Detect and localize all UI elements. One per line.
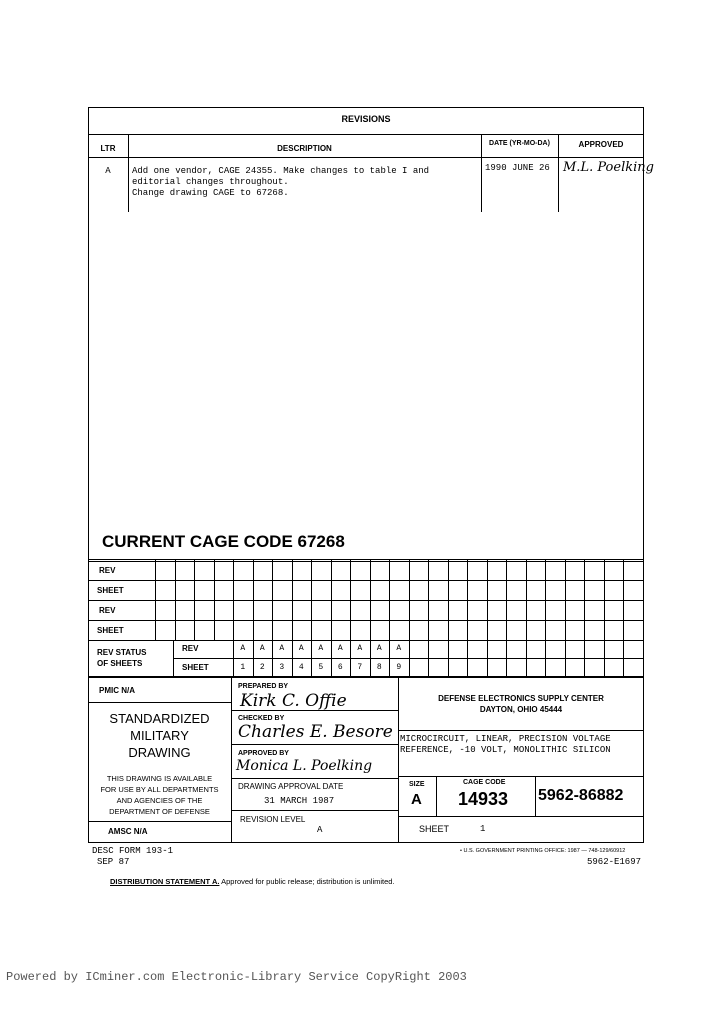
grid-column-line [604, 640, 605, 678]
amsc-label: AMSC N/A [108, 827, 148, 836]
grid-column-line [175, 559, 176, 640]
grid-rev-label-2: REV [99, 606, 116, 615]
col-approved-header: APPROVED [578, 140, 624, 149]
grid-column-line [272, 559, 273, 640]
grid-column-line [506, 640, 507, 678]
grid-column-line [428, 640, 429, 678]
revision-ltr: A [105, 166, 111, 176]
revision-date: 1990 JUNE 26 [485, 163, 550, 173]
grid-column-line [565, 559, 566, 640]
checked-by-signature: Charles E. Besore [238, 722, 393, 742]
grid-column-line [545, 559, 546, 640]
sheet-number-cell: 6 [337, 663, 343, 672]
grid-column-line [292, 559, 293, 640]
size-label: SIZE [409, 781, 425, 788]
grid-rev-label-1: REV [99, 566, 116, 575]
availability-line: AND AGENCIES OF THE [116, 796, 203, 805]
agency-line-2: DAYTON, OHIO 45444 [479, 705, 563, 714]
grid-column-line [155, 559, 156, 640]
grid-column-line [331, 559, 332, 640]
sheet-number-cell: 2 [259, 663, 265, 672]
grid-column-line [565, 640, 566, 678]
rev-status-cell: A [337, 644, 343, 653]
grid-sheet-label-3: SHEET [182, 663, 209, 672]
sheet-number-cell: 8 [376, 663, 382, 672]
grid-column-line [194, 559, 195, 640]
grid-column-line [526, 640, 527, 678]
grid-column-line [467, 559, 468, 640]
powered-by: Powered by ICminer.com Electronic-Library Service CopyRight 2003 [6, 970, 467, 984]
size-value: A [411, 791, 422, 808]
sheet-number-cell: 5 [318, 663, 324, 672]
grid-column-line [467, 640, 468, 678]
rev-status-label: REV STATUS [97, 648, 147, 657]
grid-column-line [526, 559, 527, 640]
col-ltr-header: LTR [100, 144, 116, 153]
rev-status-cell: A [318, 644, 324, 653]
grid-column-line [545, 640, 546, 678]
grid-column-line [623, 640, 624, 678]
grid-column-line [233, 559, 234, 640]
std-line-3: DRAWING [128, 745, 191, 760]
cage-code-value: 14933 [458, 789, 509, 809]
availability-line: FOR USE BY ALL DEPARTMENTS [100, 785, 219, 794]
revision-approved-signature: M.L. Poelking [563, 160, 654, 175]
grid-column-line [350, 559, 351, 640]
distribution-statement [110, 877, 395, 886]
form-line-1: DESC FORM 193-1 [92, 846, 174, 856]
distribution-text: Approved for public release; distribution is unlimited. [221, 877, 395, 886]
drawing-number: 5962-86882 [538, 787, 624, 804]
grid-column-line [253, 559, 254, 640]
grid-column-line [623, 559, 624, 640]
rev-status-cell: A [376, 644, 382, 653]
sheet-number-cell: 3 [279, 663, 285, 672]
of-sheets-label: OF SHEETS [97, 659, 143, 668]
cage-banner: CURRENT CAGE CODE 67268 [102, 532, 345, 551]
part-title-line-1: MICROCIRCUIT, LINEAR, PRECISION VOLTAGE [400, 734, 611, 744]
rev-status-cell: A [298, 644, 304, 653]
rev-status-grid [88, 559, 644, 678]
rev-status-cell: A [279, 644, 285, 653]
grid-column-line [487, 559, 488, 640]
revisions-title: REVISIONS [341, 114, 391, 124]
sheet-number-cell: 1 [240, 663, 246, 672]
grid-column-line [448, 640, 449, 678]
form-code: 5962-E1697 [587, 857, 642, 867]
grid-column-line [214, 559, 215, 640]
grid-column-line [487, 640, 488, 678]
approved-by-signature: Monica L. Poelking [236, 758, 373, 774]
std-line-2: MILITARY [130, 728, 189, 743]
revision-description-line: editorial changes throughout. [132, 177, 289, 187]
grid-sheet-label-2: SHEET [97, 626, 124, 635]
grid-column-line [584, 640, 585, 678]
cage-code-label: CAGE CODE [463, 779, 506, 786]
sheet-number-cell: 9 [396, 663, 402, 672]
checked-by-label: CHECKED BY [238, 715, 285, 722]
grid-column-line [643, 640, 644, 678]
grid-column-line [604, 559, 605, 640]
approved-by-label: APPROVED BY [238, 750, 289, 757]
rev-status-cell: A [396, 644, 402, 653]
pmic-label: PMIC N/A [99, 686, 135, 695]
grid-column-line [448, 559, 449, 640]
rev-status-cell: A [240, 644, 246, 653]
grid-sheet-label-1: SHEET [97, 586, 124, 595]
rev-status-cell: A [259, 644, 265, 653]
grid-column-line [370, 559, 371, 640]
gpo-note: • U.S. GOVERNMENT PRINTING OFFICE: 1987 — 748-129/60912 [460, 848, 626, 854]
sheet-number-cell: 4 [298, 663, 304, 672]
prepared-by-label: PREPARED BY [238, 683, 289, 690]
grid-column-line [409, 640, 410, 678]
availability-note [88, 773, 231, 817]
availability-line: THIS DRAWING IS AVAILABLE [106, 774, 213, 783]
agency-line-1: DEFENSE ELECTRONICS SUPPLY CENTER [438, 694, 604, 703]
sheet-number-cell: 7 [357, 663, 363, 672]
revision-level-value: A [317, 825, 323, 835]
sheet-label: SHEET [419, 824, 450, 834]
grid-column-line [428, 559, 429, 640]
grid-column-line [409, 559, 410, 640]
prepared-by-signature: Kirk C. Offie [240, 691, 347, 711]
grid-column-line [506, 559, 507, 640]
form-line-2: SEP 87 [97, 857, 130, 867]
part-title-line-2: REFERENCE, -10 VOLT, MONOLITHIC SILICON [400, 745, 611, 755]
approval-date-label: DRAWING APPROVAL DATE [238, 782, 344, 791]
sheet-value: 1 [480, 824, 486, 834]
grid-rev-label-3: REV [182, 644, 199, 653]
revision-level-label: REVISION LEVEL [240, 815, 306, 824]
revision-description-line: Add one vendor, CAGE 24355. Make changes to table I and [132, 166, 430, 176]
revision-description [132, 166, 480, 199]
availability-line: DEPARTMENT OF DEFENSE [109, 807, 210, 816]
distribution-label: DISTRIBUTION STATEMENT A. [110, 877, 220, 886]
rev-status-cell: A [357, 644, 363, 653]
col-description-header: DESCRIPTION [277, 144, 332, 153]
grid-column-line [311, 559, 312, 640]
grid-column-line [389, 559, 390, 640]
grid-column-line [584, 559, 585, 640]
approval-date-value: 31 MARCH 1987 [264, 796, 335, 806]
std-line-1: STANDARDIZED [109, 711, 210, 726]
col-date-header: DATE (YR-MO-DA) [489, 140, 550, 147]
revision-description-line: Change drawing CAGE to 67268. [132, 188, 289, 198]
